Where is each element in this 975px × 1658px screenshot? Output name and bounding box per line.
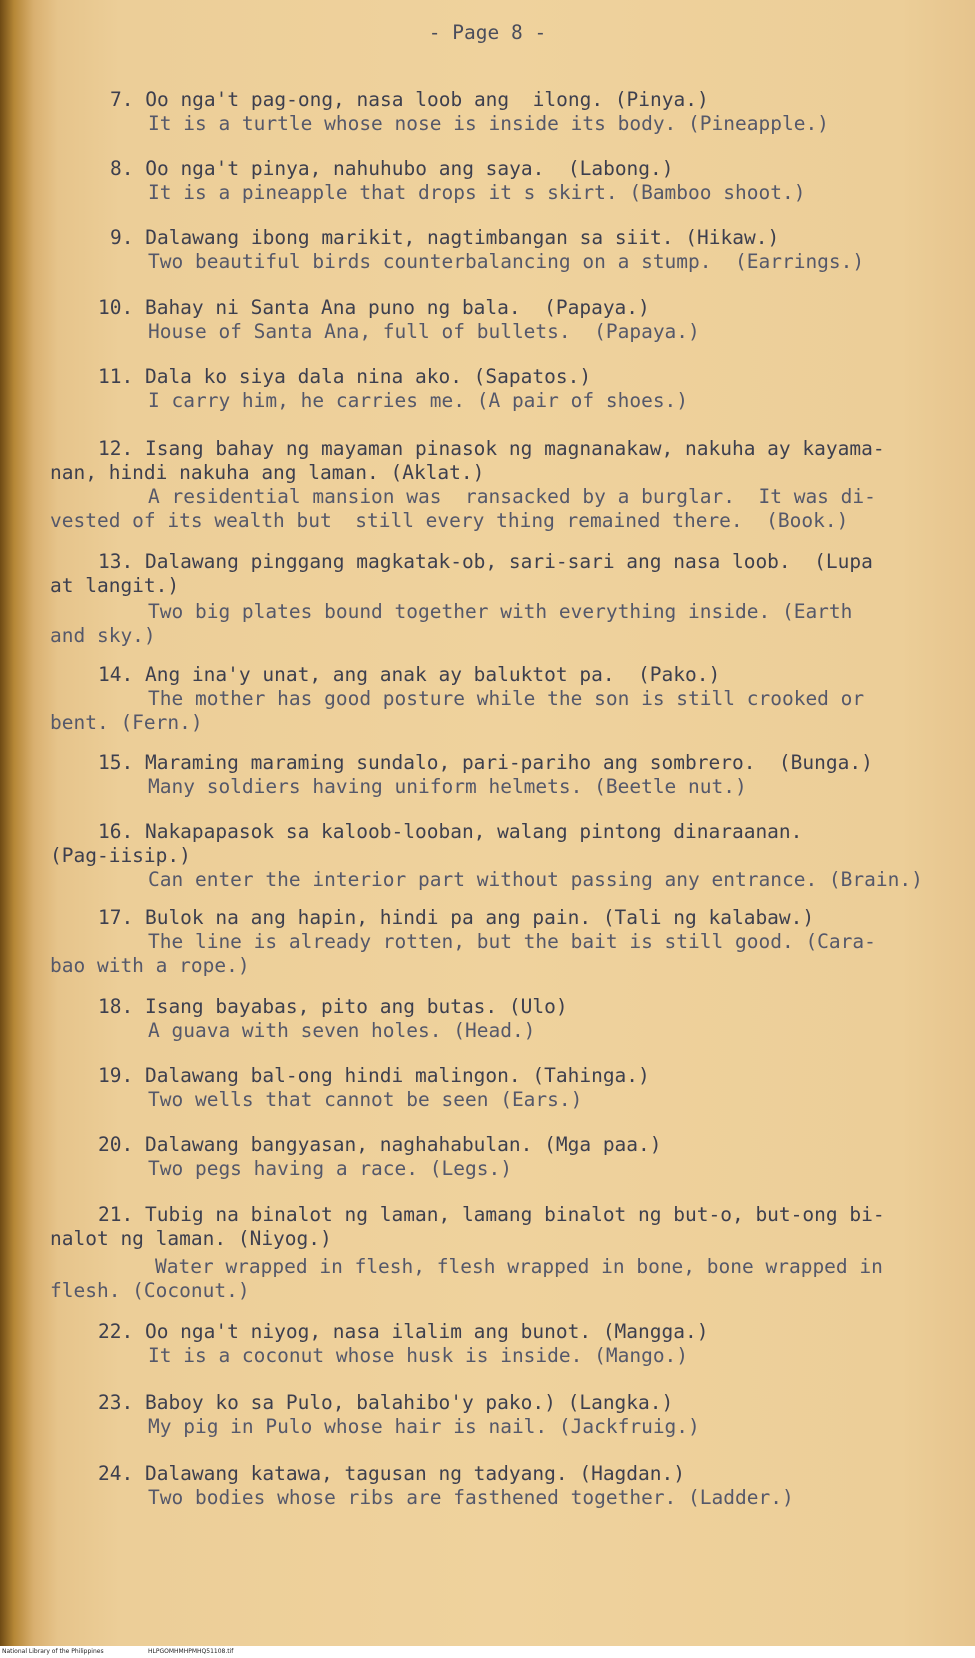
riddle-line: Many soldiers having uniform helmets. (Beetle nut.) xyxy=(148,775,747,798)
footer-file-id: HLPGOMHMHPMHQ51108.tif xyxy=(148,1648,234,1655)
riddle-line: nalot ng laman. (Niyog.) xyxy=(50,1227,332,1250)
riddle-line: The mother has good posture while the son is still crooked or xyxy=(148,687,865,710)
riddle-line: A residential mansion was ransacked by a burglar. It was di- xyxy=(148,485,876,508)
riddle-line: 20. Dalawang bangyasan, naghahabulan. (Mga paa.) xyxy=(98,1133,662,1156)
riddle-line: House of Santa Ana, full of bullets. (Papaya.) xyxy=(148,320,700,343)
scan-footer xyxy=(0,1646,975,1658)
riddle-line: 15. Maraming maraming sundalo, pari-pariho ang sombrero. (Bunga.) xyxy=(98,751,873,774)
riddle-line: Two pegs having a race. (Legs.) xyxy=(148,1157,512,1180)
riddle-line: The line is already rotten, but the bait is still good. (Cara- xyxy=(148,930,876,953)
riddle-line: Can enter the interior part without passing any entrance. (Brain.) xyxy=(148,868,923,891)
riddle-line: vested of its wealth but still every thing remained there. (Book.) xyxy=(50,509,849,532)
riddle-line: 16. Nakapapasok sa kaloob-looban, walang pintong dinaraanan. xyxy=(98,820,803,843)
page-number: - Page 8 - xyxy=(428,21,547,44)
riddle-line: 18. Isang bayabas, pito ang butas. (Ulo) xyxy=(98,995,568,1018)
riddle-line: 19. Dalawang bal-ong hindi malingon. (Tahinga.) xyxy=(98,1064,650,1087)
riddle-line: 10. Bahay ni Santa Ana puno ng bala. (Papaya.) xyxy=(98,296,650,319)
riddle-line: at langit.) xyxy=(50,574,180,597)
riddle-line: Two big plates bound together with everything inside. (Earth xyxy=(148,600,853,623)
riddle-line: 23. Baboy ko sa Pulo, balahibo'y pako.) (Langka.) xyxy=(98,1391,674,1414)
riddle-line: 9. Dalawang ibong marikit, nagtimbangan sa siit. (Hikaw.) xyxy=(110,226,780,249)
riddle-line: A guava with seven holes. (Head.) xyxy=(148,1019,536,1042)
riddle-line: Two wells that cannot be seen (Ears.) xyxy=(148,1088,583,1111)
riddle-line: It is a coconut whose husk is inside. (Mango.) xyxy=(148,1344,689,1367)
riddle-line: 12. Isang bahay ng mayaman pinasok ng magnanakaw, nakuha ay kayama- xyxy=(98,437,885,460)
riddle-line: 22. Oo nga't niyog, nasa ilalim ang bunot. (Mangga.) xyxy=(98,1320,709,1343)
riddle-line: 13. Dalawang pinggang magkatak-ob, sari-sari ang nasa loob. (Lupa xyxy=(98,550,873,573)
riddle-line: (Pag-iisip.) xyxy=(50,844,191,867)
riddle-line: It is a pineapple that drops it s skirt. (Bamboo shoot.) xyxy=(148,181,806,204)
riddle-line: 11. Dala ko siya dala nina ako. (Sapatos.) xyxy=(98,365,592,388)
riddle-line: It is a turtle whose nose is inside its body. (Pineapple.) xyxy=(148,112,829,135)
riddle-line: 21. Tubig na binalot ng laman, lamang binalot ng but-o, but-ong bi- xyxy=(98,1203,885,1226)
footer-library: National Library of the Philippines xyxy=(2,1648,104,1655)
riddle-line: and sky.) xyxy=(50,624,156,647)
riddle-line: Water wrapped in flesh, flesh wrapped in bone, bone wrapped in xyxy=(155,1255,883,1278)
riddle-line: 7. Oo nga't pag-ong, nasa loob ang ilong. (Pinya.) xyxy=(110,88,709,111)
riddle-line: I carry him, he carries me. (A pair of shoes.) xyxy=(148,389,689,412)
riddle-line: Two beautiful birds counterbalancing on a stump. (Earrings.) xyxy=(148,250,865,273)
riddle-line: My pig in Pulo whose hair is nail. (Jackfruig.) xyxy=(148,1415,700,1438)
riddle-line: 17. Bulok na ang hapin, hindi pa ang pain. (Tali ng kalabaw.) xyxy=(98,906,815,929)
riddle-line: bao with a rope.) xyxy=(50,954,250,977)
riddle-line: 24. Dalawang katawa, tagusan ng tadyang. (Hagdan.) xyxy=(98,1462,685,1485)
riddle-line: bent. (Fern.) xyxy=(50,711,203,734)
riddle-line: Two bodies whose ribs are fasthened together. (Ladder.) xyxy=(148,1486,794,1509)
riddle-line: nan, hindi nakuha ang laman. (Aklat.) xyxy=(50,461,485,484)
riddle-line: 8. Oo nga't pinya, nahuhubo ang saya. (Labong.) xyxy=(110,157,674,180)
riddle-line: flesh. (Coconut.) xyxy=(50,1279,250,1302)
riddle-line: 14. Ang ina'y unat, ang anak ay baluktot pa. (Pako.) xyxy=(98,663,721,686)
